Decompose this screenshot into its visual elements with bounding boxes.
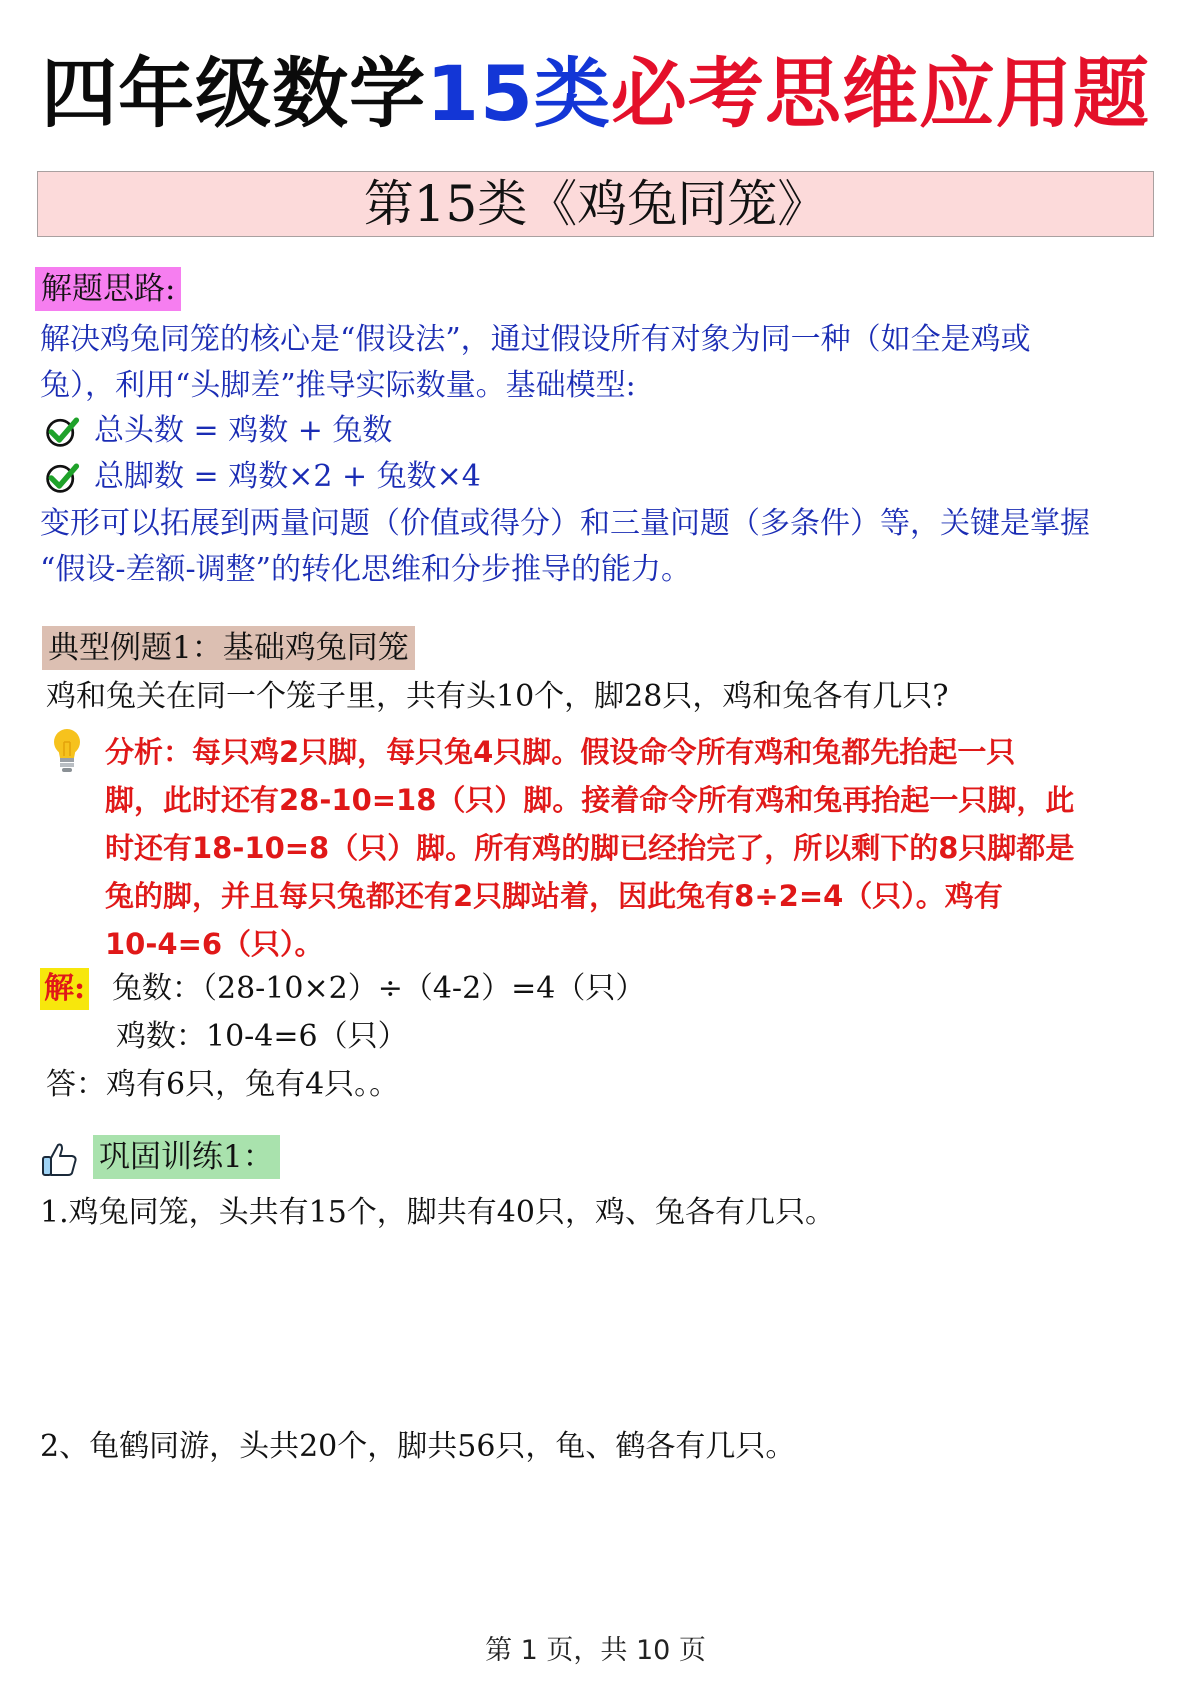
approach-line-3: 变形可以拓展到两量问题（价值或得分）和三量问题（多条件）等，关键是掌握 <box>40 506 1090 541</box>
title-topic: 必考思维应用题 <box>610 49 1150 138</box>
analysis-block <box>105 728 1165 968</box>
analysis-line: 兔的脚，并且每只兔都还有2只脚站着，因此兔有8÷2=4（只）。鸡有 <box>105 879 1003 913</box>
approach-line-4: “假设-差额-调整”的转化思维和分步推导的能力。 <box>40 552 691 587</box>
approach-line-2: 兔），利用“头脚差”推导实际数量。基础模型: <box>40 368 636 403</box>
example-question: 鸡和兔关在同一个笼子里，共有头10个，脚28只，鸡和兔各有几只? <box>46 679 949 714</box>
analysis-line: 10-4=6（只）。 <box>105 927 324 961</box>
practice-question-2: 2、龟鹤同游，头共20个，脚共56只，龟、鹤各有几只。 <box>40 1429 796 1464</box>
analysis-line: 时还有18-10=8（只）脚。所有鸡的脚已经抬完了，所以剩下的8只脚都是 <box>105 831 1075 865</box>
formula-row <box>44 454 481 500</box>
page-title <box>0 49 1191 138</box>
answer-line: 答：鸡有6只，兔有4只。。 <box>46 1067 400 1102</box>
analysis-line: 分析：每只鸡2只脚，每只兔4只脚。假设命令所有鸡和兔都先抬起一只 <box>105 735 1016 769</box>
formula-heads: 总头数 = 鸡数 + 兔数 <box>94 413 393 448</box>
solution-rabbits: 兔数：（28-10×2）÷（4-2）=4（只） <box>112 971 646 1006</box>
title-count: 15类 <box>426 49 611 138</box>
title-grade: 四年级数学 <box>41 49 427 138</box>
example-heading: 典型例题1：基础鸡兔同笼 <box>42 626 415 670</box>
solution-chickens: 鸡数：10-4=6（只） <box>116 1019 408 1054</box>
formula-feet: 总脚数 = 鸡数×2 + 兔数×4 <box>94 459 481 494</box>
practice-heading: 巩固训练1： <box>93 1135 280 1179</box>
thumbs-up-icon <box>40 1140 80 1180</box>
approach-line-1: 解决鸡兔同笼的核心是“假设法”，通过假设所有对象为同一种（如全是鸡或 <box>40 322 1031 357</box>
page-indicator: 第 1 页，共 10 页 <box>485 1635 706 1666</box>
formula-row <box>44 408 392 454</box>
analysis-line: 脚，此时还有28-10=18（只）脚。接着命令所有鸡和兔再抬起一只脚，此 <box>105 783 1075 817</box>
check-circle-icon <box>44 413 80 449</box>
solution-label: 解: <box>40 968 89 1010</box>
check-circle-icon <box>44 459 80 495</box>
chapter-banner: 第15类《鸡兔同笼》 <box>37 171 1154 237</box>
practice-question-1: 1.鸡兔同笼，头共有15个，脚共有40只，鸡、兔各有几只。 <box>40 1195 835 1230</box>
lightbulb-icon <box>52 728 82 774</box>
approach-heading: 解题思路: <box>35 267 181 311</box>
